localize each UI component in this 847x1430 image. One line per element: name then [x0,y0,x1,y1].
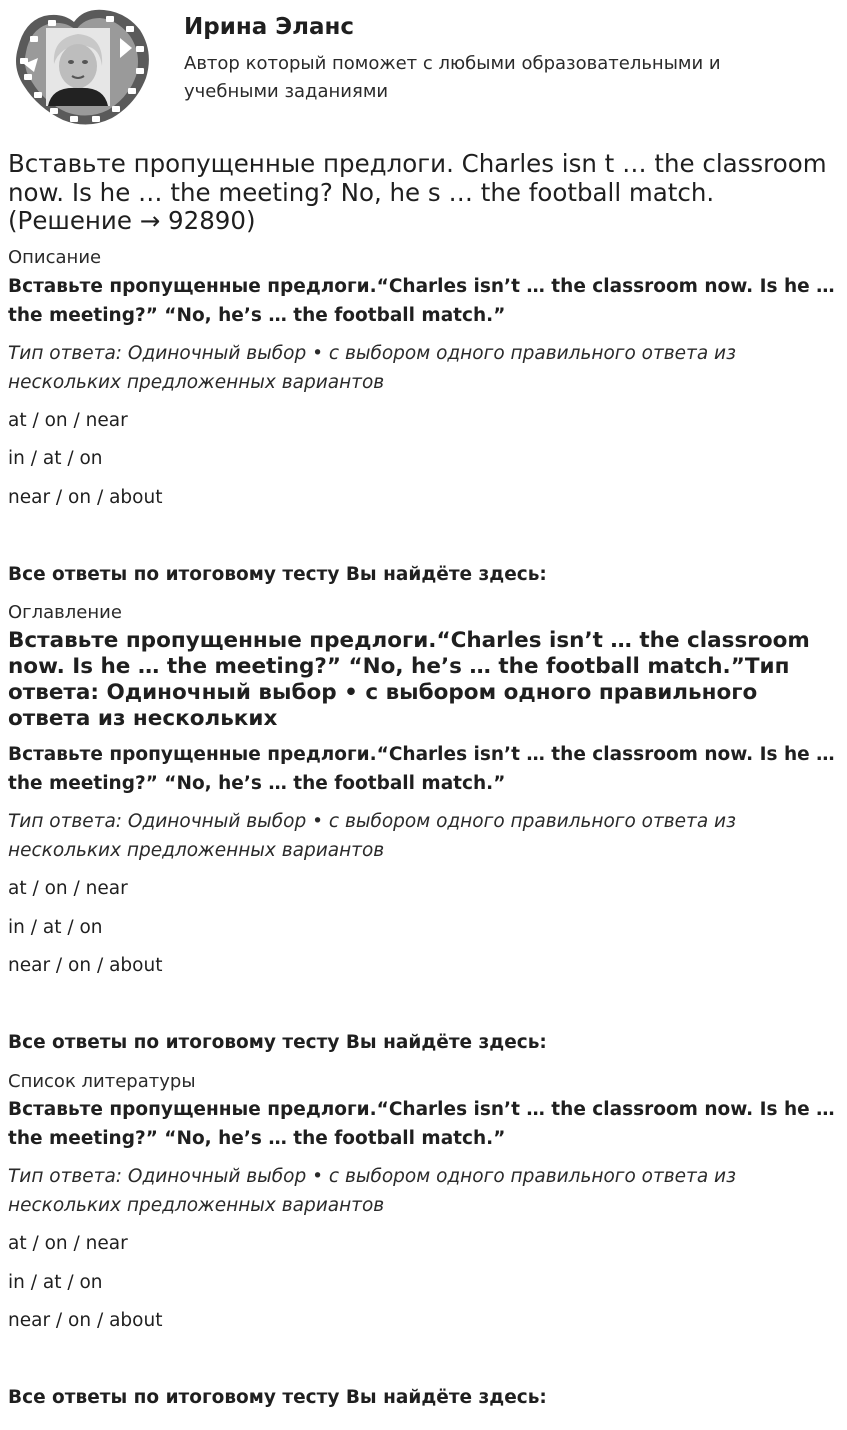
question-text: Вставьте пропущенные предлоги.“Charles isn’t … the classroom now. Is he … the meeting?” “No, he’s … the football match.” [8,744,835,794]
page-title: Вставьте пропущенные предлоги. Charles isn t … the classroom now. Is he … the meeting? No, he s … the football match. (Решение → 92890) [8,149,827,235]
answers-link[interactable]: Все ответы по итоговому тесту Вы найдёте здесь: [8,1387,547,1408]
author-name: Ирина Эланс [184,14,355,40]
author-avatar [8,8,150,128]
option-3: near / on / about [8,487,163,508]
option-3: near / on / about [8,955,163,976]
answers-link[interactable]: Все ответы по итоговому тесту Вы найдёте здесь: [8,1032,547,1053]
option-2: in / at / on [8,1272,103,1293]
toc-heading: Вставьте пропущенные предлоги.“Charles isn’t … the classroom now. Is he … the meeting?” “No, he’s … the football match.”Тип ответа: Одиночный выбор • с выбором одного правильного ответа из нескольких [8,628,810,731]
section-label-toc: Оглавление [8,602,122,623]
author-description: Автор который поможет с любыми образовательными и учебными заданиями [184,53,721,102]
option-1: at / on / near [8,1233,128,1254]
question-text: Вставьте пропущенные предлоги.“Charles isn’t … the classroom now. Is he … the meeting?” “No, he’s … the football match.” [8,1099,835,1149]
answers-link[interactable]: Все ответы по итоговому тесту Вы найдёте здесь: [8,564,547,585]
answer-type: Тип ответа: Одиночный выбор • с выбором одного правильного ответа из нескольких предложенных вариантов [8,811,736,861]
section-label-bibliography: Список литературы [8,1071,196,1092]
option-1: at / on / near [8,410,128,431]
option-2: in / at / on [8,448,103,469]
option-2: in / at / on [8,917,103,938]
section-label-description: Описание [8,247,102,268]
answer-type: Тип ответа: Одиночный выбор • с выбором одного правильного ответа из нескольких предложенных вариантов [8,1166,736,1216]
option-3: near / on / about [8,1310,163,1331]
question-text: Вставьте пропущенные предлоги.“Charles isn’t … the classroom now. Is he … the meeting?” “No, he’s … the football match.” [8,276,835,326]
author-card [8,8,839,128]
answer-type: Тип ответа: Одиночный выбор • с выбором одного правильного ответа из нескольких предложенных вариантов [8,343,736,393]
option-1: at / on / near [8,878,128,899]
